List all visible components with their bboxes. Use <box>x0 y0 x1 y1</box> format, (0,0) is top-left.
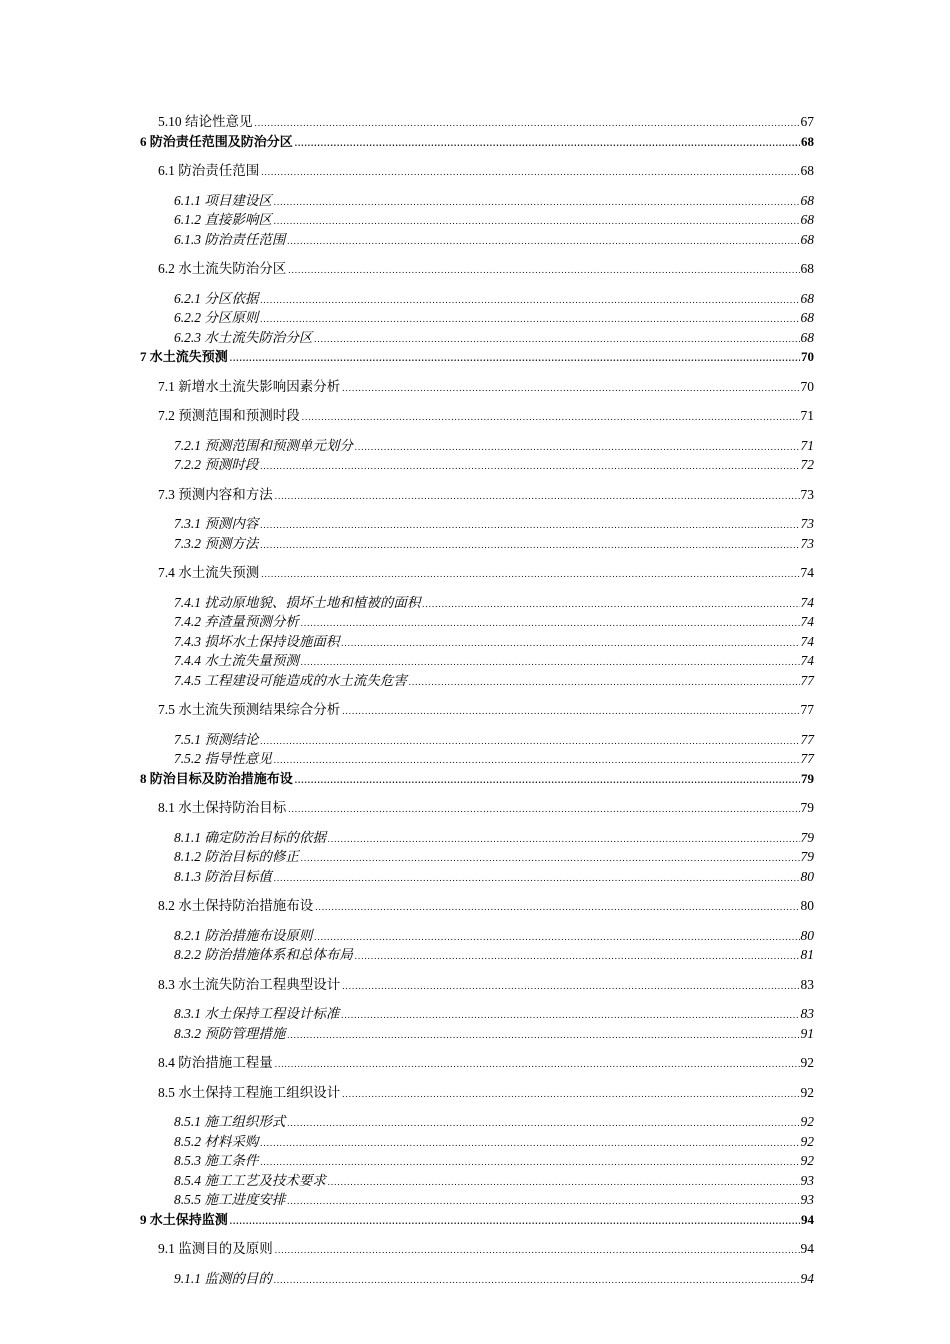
toc-entry-page-number: 73 <box>800 486 814 502</box>
spacer <box>140 279 814 289</box>
dot-leader <box>287 1031 799 1040</box>
toc-entry-page-number: 93 <box>800 1172 814 1188</box>
toc-entry[interactable] <box>140 798 814 818</box>
spacer <box>140 818 814 828</box>
spacer <box>140 1259 814 1269</box>
toc-entry[interactable] <box>140 534 814 554</box>
toc-entry[interactable] <box>140 593 814 613</box>
toc-entry-page-number: 68 <box>800 310 814 325</box>
dot-leader <box>275 492 800 501</box>
toc-entry-page-number: 71 <box>800 408 814 423</box>
toc-entry[interactable] <box>140 132 814 152</box>
spacer <box>140 720 814 730</box>
toc-entry[interactable] <box>140 485 814 505</box>
toc-entry-title: 7.3 预测内容和方法 <box>158 486 273 502</box>
toc-entry-title: 8.5.5 施工进度安排 <box>174 1192 286 1207</box>
toc-entry[interactable] <box>140 1053 814 1073</box>
toc-entry-page-number: 73 <box>800 516 814 531</box>
spacer <box>140 1043 814 1053</box>
dot-leader <box>274 217 800 226</box>
toc-entry-page-number: 81 <box>800 947 814 962</box>
dot-leader <box>260 296 799 305</box>
toc-entry-title: 8.1.3 防治目标值 <box>174 868 272 884</box>
dot-leader <box>287 1197 799 1206</box>
toc-entry[interactable] <box>140 377 814 397</box>
dot-leader <box>315 903 799 912</box>
toc-entry[interactable] <box>140 1112 814 1132</box>
toc-entry-title: 6.2.2 分区原则 <box>174 310 259 325</box>
toc-entry-page-number: 73 <box>800 535 814 551</box>
toc-entry[interactable] <box>140 612 814 632</box>
toc-entry-title: 8.4 防治措施工程量 <box>158 1055 273 1070</box>
spacer <box>140 426 814 436</box>
dot-leader <box>342 384 799 393</box>
dot-leader <box>260 1139 799 1148</box>
dot-leader <box>342 982 799 991</box>
spacer <box>140 788 814 798</box>
dot-leader <box>328 1178 800 1187</box>
toc-entry-page-number: 74 <box>800 633 814 649</box>
toc-entry[interactable] <box>140 1190 814 1210</box>
spacer <box>140 504 814 514</box>
dot-leader <box>274 756 800 765</box>
toc-entry-page-number: 80 <box>800 868 814 884</box>
toc-entry-title: 8.1.2 防治目标的修正 <box>174 849 299 864</box>
spacer <box>140 475 814 485</box>
toc-entry-title: 7.3.2 预测方法 <box>174 535 259 551</box>
toc-entry-page-number: 80 <box>800 927 814 943</box>
dot-leader <box>301 658 800 667</box>
toc-entry[interactable] <box>140 191 814 211</box>
toc-entry[interactable] <box>140 289 814 309</box>
toc-entry[interactable] <box>140 926 814 946</box>
spacer <box>140 1229 814 1239</box>
toc-entry-page-number: 79 <box>800 849 814 864</box>
spacer <box>140 1073 814 1083</box>
toc-entry-title: 8.1 水土保持防治目标 <box>158 800 287 815</box>
dot-leader <box>314 933 799 942</box>
toc-entry-page-number: 68 <box>800 261 814 276</box>
toc-entry-page-number: 94 <box>801 1211 814 1227</box>
spacer <box>140 396 814 406</box>
spacer <box>140 583 814 593</box>
dot-leader <box>260 541 799 550</box>
toc-entry[interactable] <box>140 308 814 328</box>
toc-entry-title: 9 水土保持监测 <box>140 1211 228 1227</box>
toc-entry-title: 7.4.3 损坏水土保持设施面积 <box>174 633 340 649</box>
dot-leader <box>355 443 800 452</box>
toc-entry-page-number: 92 <box>800 1084 814 1100</box>
toc-entry-title: 7.5.1 预测结论 <box>174 731 259 747</box>
toc-entry-page-number: 77 <box>800 751 814 766</box>
toc-entry-page-number: 77 <box>800 672 814 688</box>
toc-entry[interactable] <box>140 749 814 769</box>
dot-leader <box>260 315 799 324</box>
toc-entry[interactable] <box>140 210 814 230</box>
toc-entry-page-number: 79 <box>800 800 814 815</box>
toc-entry-page-number: 68 <box>800 329 814 345</box>
toc-entry-title: 6.2.1 分区依据 <box>174 290 259 306</box>
toc-entry-page-number: 68 <box>800 212 814 227</box>
dot-leader <box>409 678 800 687</box>
toc-entry[interactable] <box>140 1269 814 1289</box>
toc-entry[interactable] <box>140 328 814 348</box>
toc-entry[interactable] <box>140 651 814 671</box>
toc-entry-page-number: 68 <box>800 163 814 178</box>
dot-leader <box>288 805 799 814</box>
dot-leader <box>342 1090 799 1099</box>
toc-entry-page-number: 83 <box>800 976 814 992</box>
toc-entry-page-number: 79 <box>801 770 814 786</box>
dot-leader <box>301 619 800 628</box>
dot-leader <box>260 737 799 746</box>
toc-entry-page-number: 94 <box>800 1270 814 1286</box>
toc-entry-title: 7.2.2 预测时段 <box>174 457 259 472</box>
dot-leader <box>341 1011 799 1020</box>
toc-entry[interactable] <box>140 700 814 720</box>
table-of-contents <box>140 112 814 1288</box>
toc-entry-title: 7.1 新增水土流失影响因素分析 <box>158 378 341 394</box>
spacer <box>140 916 814 926</box>
toc-entry-title: 6.2 水土流失防治分区 <box>158 261 287 276</box>
toc-entry-page-number: 74 <box>800 565 814 580</box>
toc-entry[interactable] <box>140 867 814 887</box>
toc-entry[interactable] <box>140 671 814 691</box>
toc-entry-page-number: 74 <box>800 614 814 629</box>
dot-leader <box>422 600 799 609</box>
toc-entry-title: 7.2 预测范围和预测时段 <box>158 408 300 423</box>
toc-entry-title: 7.4.2 弃渣量预测分析 <box>174 614 299 629</box>
dot-leader <box>287 237 799 246</box>
toc-entry[interactable] <box>140 563 814 583</box>
toc-entry-title: 8 防治目标及防治措施布设 <box>140 770 293 786</box>
toc-entry[interactable] <box>140 230 814 250</box>
toc-entry[interactable] <box>140 1171 814 1191</box>
dot-leader <box>287 1119 799 1128</box>
dot-leader <box>288 266 799 275</box>
toc-entry[interactable] <box>140 769 814 789</box>
toc-entry-page-number: 77 <box>800 702 814 717</box>
toc-entry-page-number: 68 <box>800 290 814 306</box>
dot-leader <box>255 119 800 128</box>
toc-entry[interactable] <box>140 436 814 456</box>
spacer <box>140 886 814 896</box>
toc-entry[interactable] <box>140 1210 814 1230</box>
dot-leader <box>230 354 800 363</box>
toc-entry-title: 7 水土流失预测 <box>140 349 228 364</box>
toc-entry[interactable] <box>140 1024 814 1044</box>
toc-entry[interactable] <box>140 730 814 750</box>
toc-entry-page-number: 79 <box>800 829 814 845</box>
toc-entry-title: 6 防治责任范围及防治分区 <box>140 133 293 149</box>
dot-leader <box>274 1276 800 1285</box>
toc-entry-page-number: 70 <box>801 349 814 364</box>
dot-leader <box>301 854 800 863</box>
toc-entry[interactable] <box>140 1004 814 1024</box>
dot-leader <box>275 1060 800 1069</box>
dot-leader <box>261 570 799 579</box>
toc-entry[interactable] <box>140 828 814 848</box>
toc-entry-page-number: 68 <box>800 192 814 208</box>
spacer <box>140 249 814 259</box>
spacer <box>140 1102 814 1112</box>
toc-entry-title: 7.4.4 水土流失量预测 <box>174 653 299 668</box>
toc-entry-title: 5.10 结论性意见 <box>158 114 253 129</box>
toc-entry-title: 6.1.2 直接影响区 <box>174 212 272 227</box>
spacer <box>140 367 814 377</box>
toc-entry-title: 9.1 监测目的及原则 <box>158 1241 273 1256</box>
toc-entry-title: 6.1.3 防治责任范围 <box>174 231 286 247</box>
dot-leader <box>355 952 800 961</box>
toc-entry-page-number: 70 <box>800 378 814 394</box>
toc-entry[interactable] <box>140 1239 814 1259</box>
toc-entry-page-number: 77 <box>800 731 814 747</box>
dot-leader <box>295 776 800 785</box>
toc-entry-title: 8.2.1 防治措施布设原则 <box>174 927 313 943</box>
dot-leader <box>328 835 800 844</box>
toc-entry[interactable] <box>140 455 814 475</box>
toc-entry-title: 7.3.1 预测内容 <box>174 516 259 531</box>
toc-entry[interactable] <box>140 1083 814 1103</box>
toc-entry-page-number: 72 <box>800 457 814 472</box>
dot-leader <box>274 874 800 883</box>
toc-entry-title: 8.2 水土保持防治措施布设 <box>158 898 314 913</box>
toc-entry-title: 8.3 水土流失防治工程典型设计 <box>158 976 341 992</box>
spacer <box>140 690 814 700</box>
spacer <box>140 151 814 161</box>
toc-entry[interactable] <box>140 514 814 534</box>
toc-entry[interactable] <box>140 112 814 132</box>
toc-entry-title: 8.5 水土保持工程施工组织设计 <box>158 1084 341 1100</box>
dot-leader <box>261 168 799 177</box>
toc-entry[interactable] <box>140 896 814 916</box>
toc-entry-title: 8.5.3 施工条件 <box>174 1153 259 1168</box>
dot-leader <box>260 462 799 471</box>
toc-entry-title: 8.5.4 施工工艺及技术要求 <box>174 1172 326 1188</box>
toc-entry-page-number: 83 <box>800 1006 814 1021</box>
dot-leader <box>341 639 799 648</box>
toc-entry-title: 7.5.2 指导性意见 <box>174 751 272 766</box>
toc-entry[interactable] <box>140 632 814 652</box>
toc-entry-title: 6.2.3 水土流失防治分区 <box>174 329 313 345</box>
toc-entry-page-number: 92 <box>800 1133 814 1149</box>
toc-entry-page-number: 67 <box>800 114 814 129</box>
toc-entry-page-number: 92 <box>800 1153 814 1168</box>
toc-entry-title: 7.4.1 扰动原地貌、损坏土地和植被的面积 <box>174 594 421 610</box>
toc-entry-title: 7.5 水土流失预测结果综合分析 <box>158 702 341 717</box>
dot-leader <box>302 413 800 422</box>
dot-leader <box>230 1217 800 1226</box>
dot-leader <box>295 139 800 148</box>
toc-entry-title: 6.1 防治责任范围 <box>158 163 260 178</box>
toc-entry-title: 8.1.1 确定防治目标的依据 <box>174 829 326 845</box>
toc-entry-title: 9.1.1 监测的目的 <box>174 1270 272 1286</box>
dot-leader <box>275 1246 800 1255</box>
toc-entry-page-number: 68 <box>801 133 814 149</box>
toc-entry-page-number: 74 <box>800 653 814 668</box>
toc-entry[interactable] <box>140 259 814 279</box>
toc-entry[interactable] <box>140 161 814 181</box>
toc-entry-title: 8.3.2 预防管理措施 <box>174 1025 286 1041</box>
toc-entry[interactable] <box>140 975 814 995</box>
toc-entry-page-number: 94 <box>800 1241 814 1256</box>
toc-entry-title: 7.4.5 工程建设可能造成的水土流失危害 <box>174 672 407 688</box>
toc-entry-page-number: 71 <box>800 437 814 453</box>
dot-leader <box>314 335 799 344</box>
toc-entry-title: 7.2.1 预测范围和预测单元划分 <box>174 437 353 453</box>
toc-entry-title: 8.2.2 防治措施体系和总体布局 <box>174 947 353 962</box>
dot-leader <box>274 198 800 207</box>
spacer <box>140 181 814 191</box>
toc-entry-title: 8.5.1 施工组织形式 <box>174 1114 286 1129</box>
toc-entry[interactable] <box>140 847 814 867</box>
toc-entry[interactable] <box>140 1132 814 1152</box>
toc-entry-title: 6.1.1 项目建设区 <box>174 192 272 208</box>
dot-leader <box>260 521 799 530</box>
toc-entry-title: 8.5.2 材料采购 <box>174 1133 259 1149</box>
spacer <box>140 965 814 975</box>
toc-entry-page-number: 80 <box>800 898 814 913</box>
toc-entry-page-number: 91 <box>800 1025 814 1041</box>
dot-leader <box>342 707 799 716</box>
toc-entry-page-number: 92 <box>800 1055 814 1070</box>
toc-entry-page-number: 92 <box>800 1114 814 1129</box>
dot-leader <box>260 1158 799 1167</box>
toc-entry-page-number: 68 <box>800 231 814 247</box>
toc-entry-title: 7.4 水土流失预测 <box>158 565 260 580</box>
toc-entry-title: 8.3.1 水土保持工程设计标准 <box>174 1006 340 1021</box>
toc-entry-page-number: 74 <box>800 594 814 610</box>
toc-entry[interactable] <box>140 406 814 426</box>
toc-entry[interactable] <box>140 945 814 965</box>
spacer <box>140 553 814 563</box>
toc-entry-page-number: 93 <box>800 1192 814 1207</box>
toc-entry[interactable] <box>140 347 814 367</box>
spacer <box>140 994 814 1004</box>
toc-entry[interactable] <box>140 1151 814 1171</box>
